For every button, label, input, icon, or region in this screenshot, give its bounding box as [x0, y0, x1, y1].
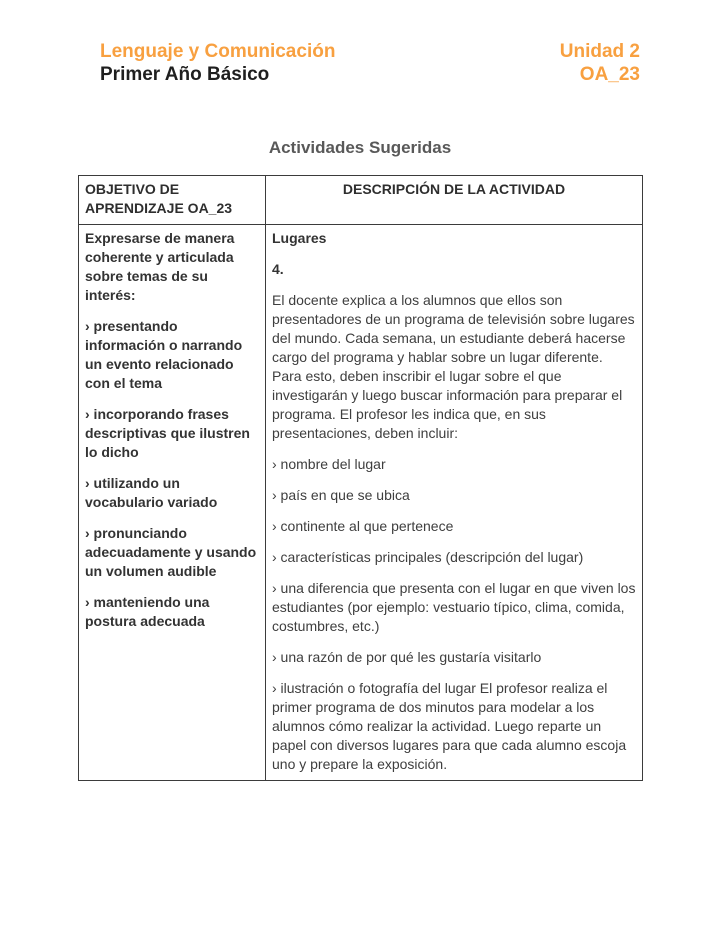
header-left: [100, 40, 335, 86]
activity-bullet: › características principales (descripción del lugar): [272, 549, 584, 565]
activity-bullet: › una diferencia que presenta con el lugar en que viven los estudiantes (por ejemplo: vestuario típico, clima, comida, costumbres, etc.): [272, 580, 636, 634]
activity-bullet: › ilustración o fotografía del lugar El profesor realiza el primer programa de dos minutos para modelar a los alumnos cómo realizar la actividad. Luego reparte un papel con diversos lugares para que cada alumno escoja uno y prepare la exposición.: [272, 680, 627, 772]
objective-cell: [79, 225, 266, 781]
objective-intro: Expresarse de manera coherente y articulada sobre temas de su interés:: [85, 230, 235, 303]
objective-bullet: › manteniendo una postura adecuada: [85, 594, 210, 629]
table-row: [79, 225, 643, 781]
activity-bullet: › país en que se ubica: [272, 487, 410, 503]
unit-label: Unidad 2: [559, 41, 640, 62]
oa-code-label: OA_23: [579, 64, 640, 85]
column-header-objective: OBJETIVO DE APRENDIZAJE OA_23: [79, 176, 266, 225]
activities-table: [78, 175, 643, 781]
page-title: Actividades Sugeridas: [268, 138, 452, 157]
activity-bullet: › nombre del lugar: [272, 456, 386, 472]
column-header-description: DESCRIPCIÓN DE LA ACTIVIDAD: [266, 176, 643, 225]
objective-bullet: › utilizando un vocabulario variado: [85, 475, 218, 510]
activity-number: 4.: [272, 261, 284, 277]
activity-topic: Lugares: [272, 230, 327, 246]
objective-bullet: › incorporando frases descriptivas que ilustren lo dicho: [85, 406, 250, 460]
objective-bullet: › pronunciando adecuadamente y usando un volumen audible: [85, 525, 257, 579]
subject-title: Lenguaje y Comunicación: [100, 41, 336, 62]
objective-bullet: › presentando información o narrando un evento relacionado con el tema: [85, 318, 243, 391]
grade-title: Primer Año Básico: [100, 64, 270, 85]
table-header-row: [79, 176, 643, 225]
activity-bullet: › continente al que pertenece: [272, 518, 454, 534]
activity-cell: [266, 225, 643, 781]
activity-bullet: › una razón de por qué les gustaría visitarlo: [272, 649, 542, 665]
header-right: [560, 40, 640, 86]
document-header: [0, 0, 720, 86]
activity-paragraph: El docente explica a los alumnos que ellos son presentadores de un programa de televisión sobre lugares del mundo. Cada semana, un estudiante deberá hacerse cargo del programa y hablar sobre un lugar diferente. Para esto, deben inscribir el lugar sobre el que investigarán y luego buscar información para preparar el programa. El profesor les indica que, en sus presentaciones, deben incluir:: [272, 292, 635, 441]
